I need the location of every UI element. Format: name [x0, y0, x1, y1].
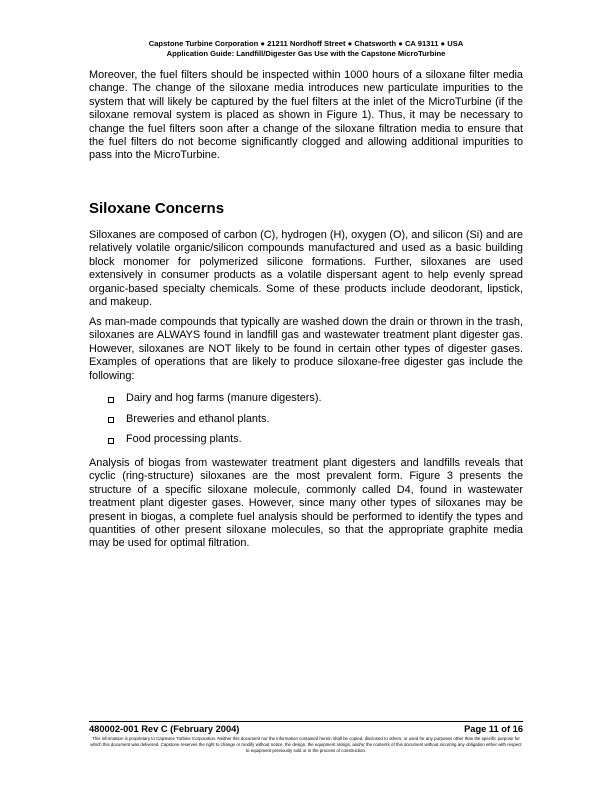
proprietary-disclaimer: This information is proprietary to Capstone Turbine Corporation. Neither this document nor the information contained herein shall be copied, disclosed to others, or used for any purposes other than the specific purpose for which this document was delivered. Capstone reserves the right to change or modify without notice, the design, the equipment ratings, and/or the contents of this document without incurring any obligation either with respect to equipment previously sold or in the process of construction. — [90, 736, 522, 754]
biogas-analysis-paragraph: Analysis of biogas from wastewater treatment plant digesters and landfills reveals that cyclic (ring-structure) siloxanes are the most prevalent form. Figure 3 presents the structure of a specific siloxane molecule, commonly called D4, found in wastewater treatment plant digester gases. However, since many other types of siloxanes may be present in biogas, a complete fuel analysis should be performed to identify the types and quantities of other present siloxane molecules, so that the appropriate graphite media may be used for optimal filtration. — [89, 457, 523, 550]
list-item — [106, 413, 506, 434]
checkbox-bullet-icon — [108, 417, 114, 423]
list-item-text: Breweries and ethanol plants. — [126, 412, 270, 425]
checkbox-bullet-icon — [108, 438, 114, 444]
page-number: Page 11 of 16 — [464, 724, 523, 734]
document-number: 480002-001 Rev C (February 2004) — [89, 724, 240, 734]
siloxane-sources-paragraph: As man-made compounds that typically are washed down the drain or thrown in the trash, siloxanes are ALWAYS found in landfill gas and wastewater treatment plant digester gas. However, siloxanes are NOT likely to be found in certain other types of digester gases. Examples of operations that are likely to produce siloxane-free digester gas include the following: — [89, 316, 523, 382]
checkbox-bullet-icon — [108, 397, 114, 403]
list-item-text: Food processing plants. — [126, 433, 242, 445]
list-item — [106, 433, 506, 454]
siloxane-composition-paragraph: Siloxanes are composed of carbon (C), hydrogen (H), oxygen (O), and silicon (Si) and are relatively volatile organic/silicon compounds manufactured and used as a basic building block monomer for polymerized silicone formations. Further, siloxanes are used extensively in consumer products as a volatile dispersant agent to help evenly spread organic-based specialty chemicals. Some of these products include deodorant, lipstick, and makeup. — [89, 229, 523, 309]
siloxane-free-sources-list — [106, 392, 506, 454]
footer-divider — [89, 721, 523, 722]
header-company-line: Capstone Turbine Corporation ● 21211 Nordhoff Street ● Chatsworth ● CA 91311 ● USA — [148, 39, 464, 48]
section-heading: Siloxane Concerns — [89, 200, 225, 217]
header-guide-title: Application Guide: Landfill/Digester Gas Use with the Capstone MicroTurbine — [166, 49, 446, 58]
list-item — [106, 392, 506, 413]
intro-paragraph: Moreover, the fuel filters should be inspected within 1000 hours of a siloxane filter media change. The change of the siloxane media introduces new particulate impurities to the system that will likely be captured by the fuel filters at the inlet of the MicroTurbine (if the siloxane removal system is placed as shown in Figure 1). Thus, it may be necessary to change the fuel filters soon after a change of the siloxane filtration media to ensure that the fuel filters do not become significantly clogged and allowing additional impurities to pass into the MicroTurbine. — [89, 69, 523, 162]
list-item-text: Dairy and hog farms (manure digesters). — [126, 392, 322, 404]
